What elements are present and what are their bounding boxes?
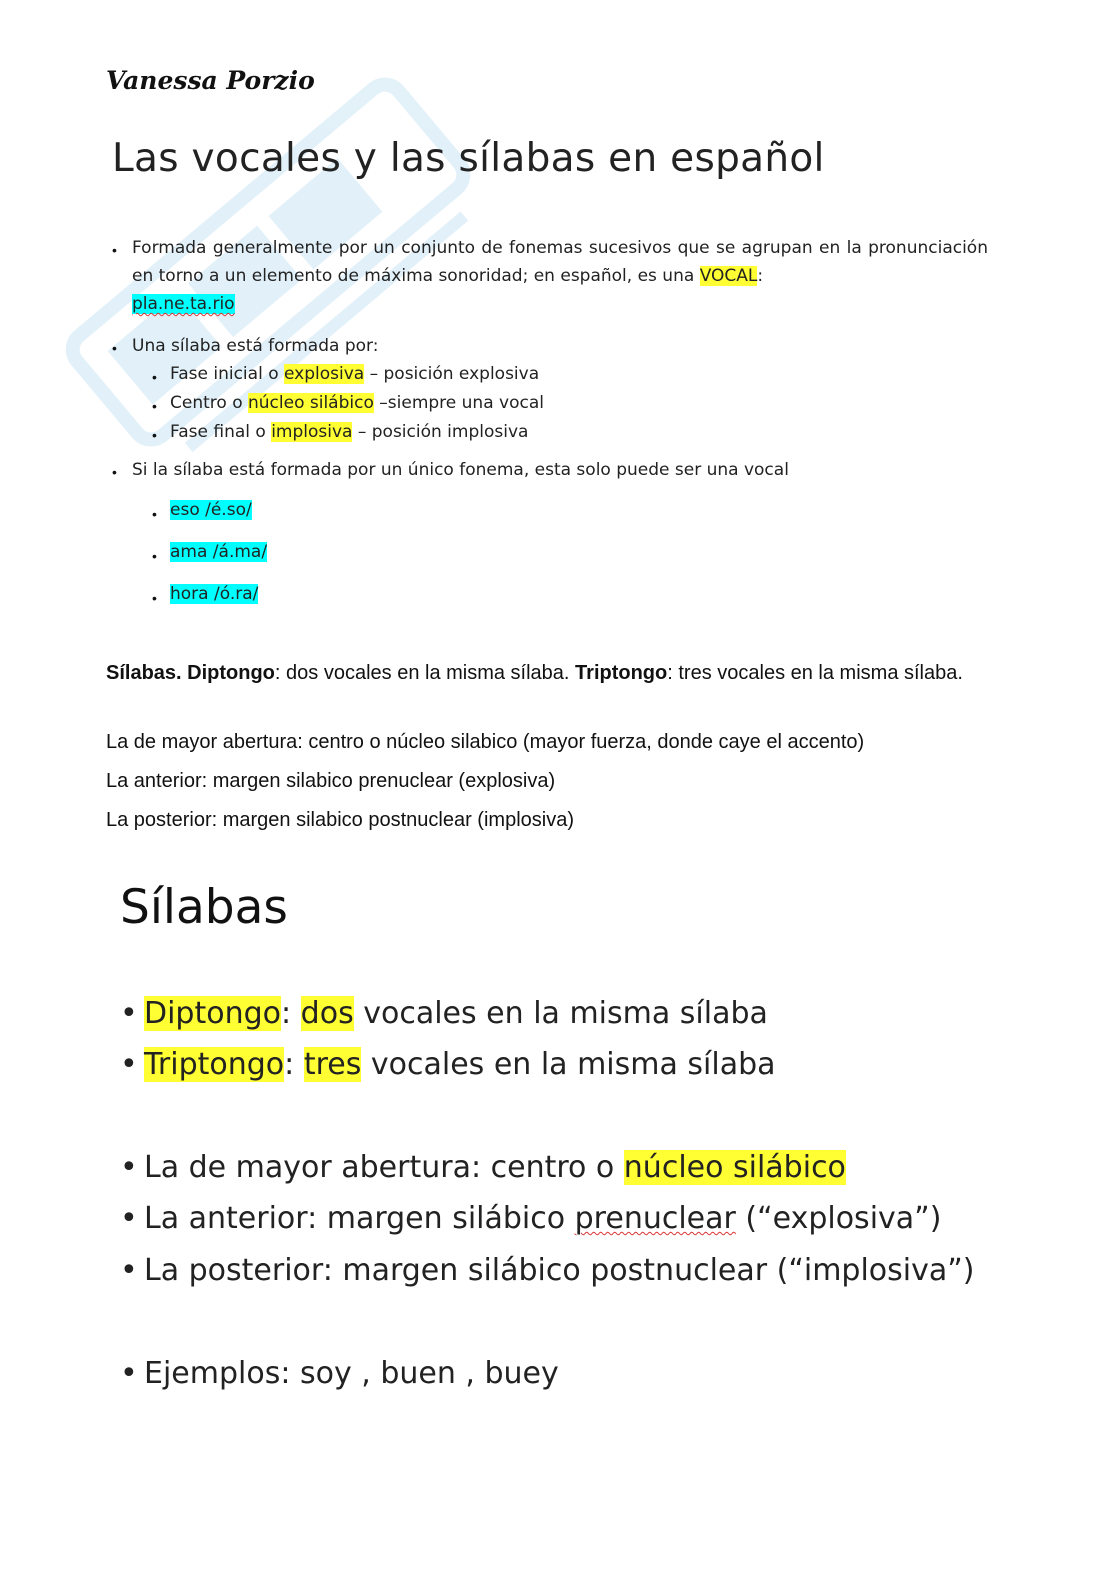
- bullet: •: [112, 340, 117, 356]
- slide1-title: Las vocales y las sílabas en español: [112, 136, 825, 181]
- bullet-diptongo: • Diptongo: dos vocales en la misma sílaba: [120, 996, 768, 1031]
- notes-mayor-abertura: La de mayor abertura: centro o núcleo silabico (mayor fuerza, donde caye el accento): [106, 731, 865, 753]
- bullet: •: [152, 427, 157, 443]
- bullet-mayor-abertura: • La de mayor abertura: centro o núcleo silábico: [120, 1150, 846, 1185]
- definition-paragraph: Formada generalmente por un conjunto de fonemas sucesivos que se agrupan en la pronunciación en torno a un elemento de máxima sonoridad; en español, es una VOCAL: pla.ne.ta.rio: [132, 238, 988, 314]
- example-eso: eso /é.so/: [170, 500, 252, 520]
- phase-final: Fase final o implosiva – posición implosiva: [170, 422, 529, 442]
- phase-initial: Fase inicial o explosiva – posición explosiva: [170, 364, 540, 384]
- bullet-triptongo: • Triptongo: tres vocales en la misma sílaba: [120, 1047, 776, 1082]
- notes-anterior: La anterior: margen silabico prenuclear (explosiva): [106, 770, 556, 792]
- bullet: •: [112, 242, 117, 258]
- example-ama: ama /á.ma/: [170, 542, 268, 562]
- slide2-title: Sílabas: [120, 880, 288, 935]
- author-name: Vanessa Porzio: [106, 66, 315, 95]
- single-phoneme-note: Si la sílaba está formada por un único fonema, esta solo puede ser una vocal: [132, 460, 789, 480]
- bullet-anterior: • La anterior: margen silábico prenuclear (“explosiva”): [120, 1201, 942, 1236]
- notes-posterior: La posterior: margen silabico postnuclear (implosiva): [106, 809, 574, 831]
- bullet: •: [152, 548, 157, 564]
- bullet: •: [152, 398, 157, 414]
- bullet: •: [152, 369, 157, 385]
- example-hora: hora /ó.ra/: [170, 584, 259, 604]
- syllable-structure-intro: Una sílaba está formada por:: [132, 336, 379, 356]
- notes-diptongo-triptongo: Sílabas. Diptongo: dos vocales en la misma sílaba. Triptongo: tres vocales en la misma sílaba.: [106, 662, 963, 684]
- bullet-ejemplos: • Ejemplos: soy , buen , buey: [120, 1356, 559, 1391]
- bullet-posterior: • La posterior: margen silábico postnuclear (“implosiva”): [120, 1253, 975, 1288]
- bullet: •: [152, 506, 157, 522]
- bullet: •: [152, 590, 157, 606]
- example-planetario: pla.ne.ta.rio: [132, 294, 235, 314]
- phase-center: Centro o núcleo silábico –siempre una vocal: [170, 393, 544, 413]
- vocal-highlight: VOCAL: [699, 266, 758, 286]
- bullet: •: [112, 464, 117, 480]
